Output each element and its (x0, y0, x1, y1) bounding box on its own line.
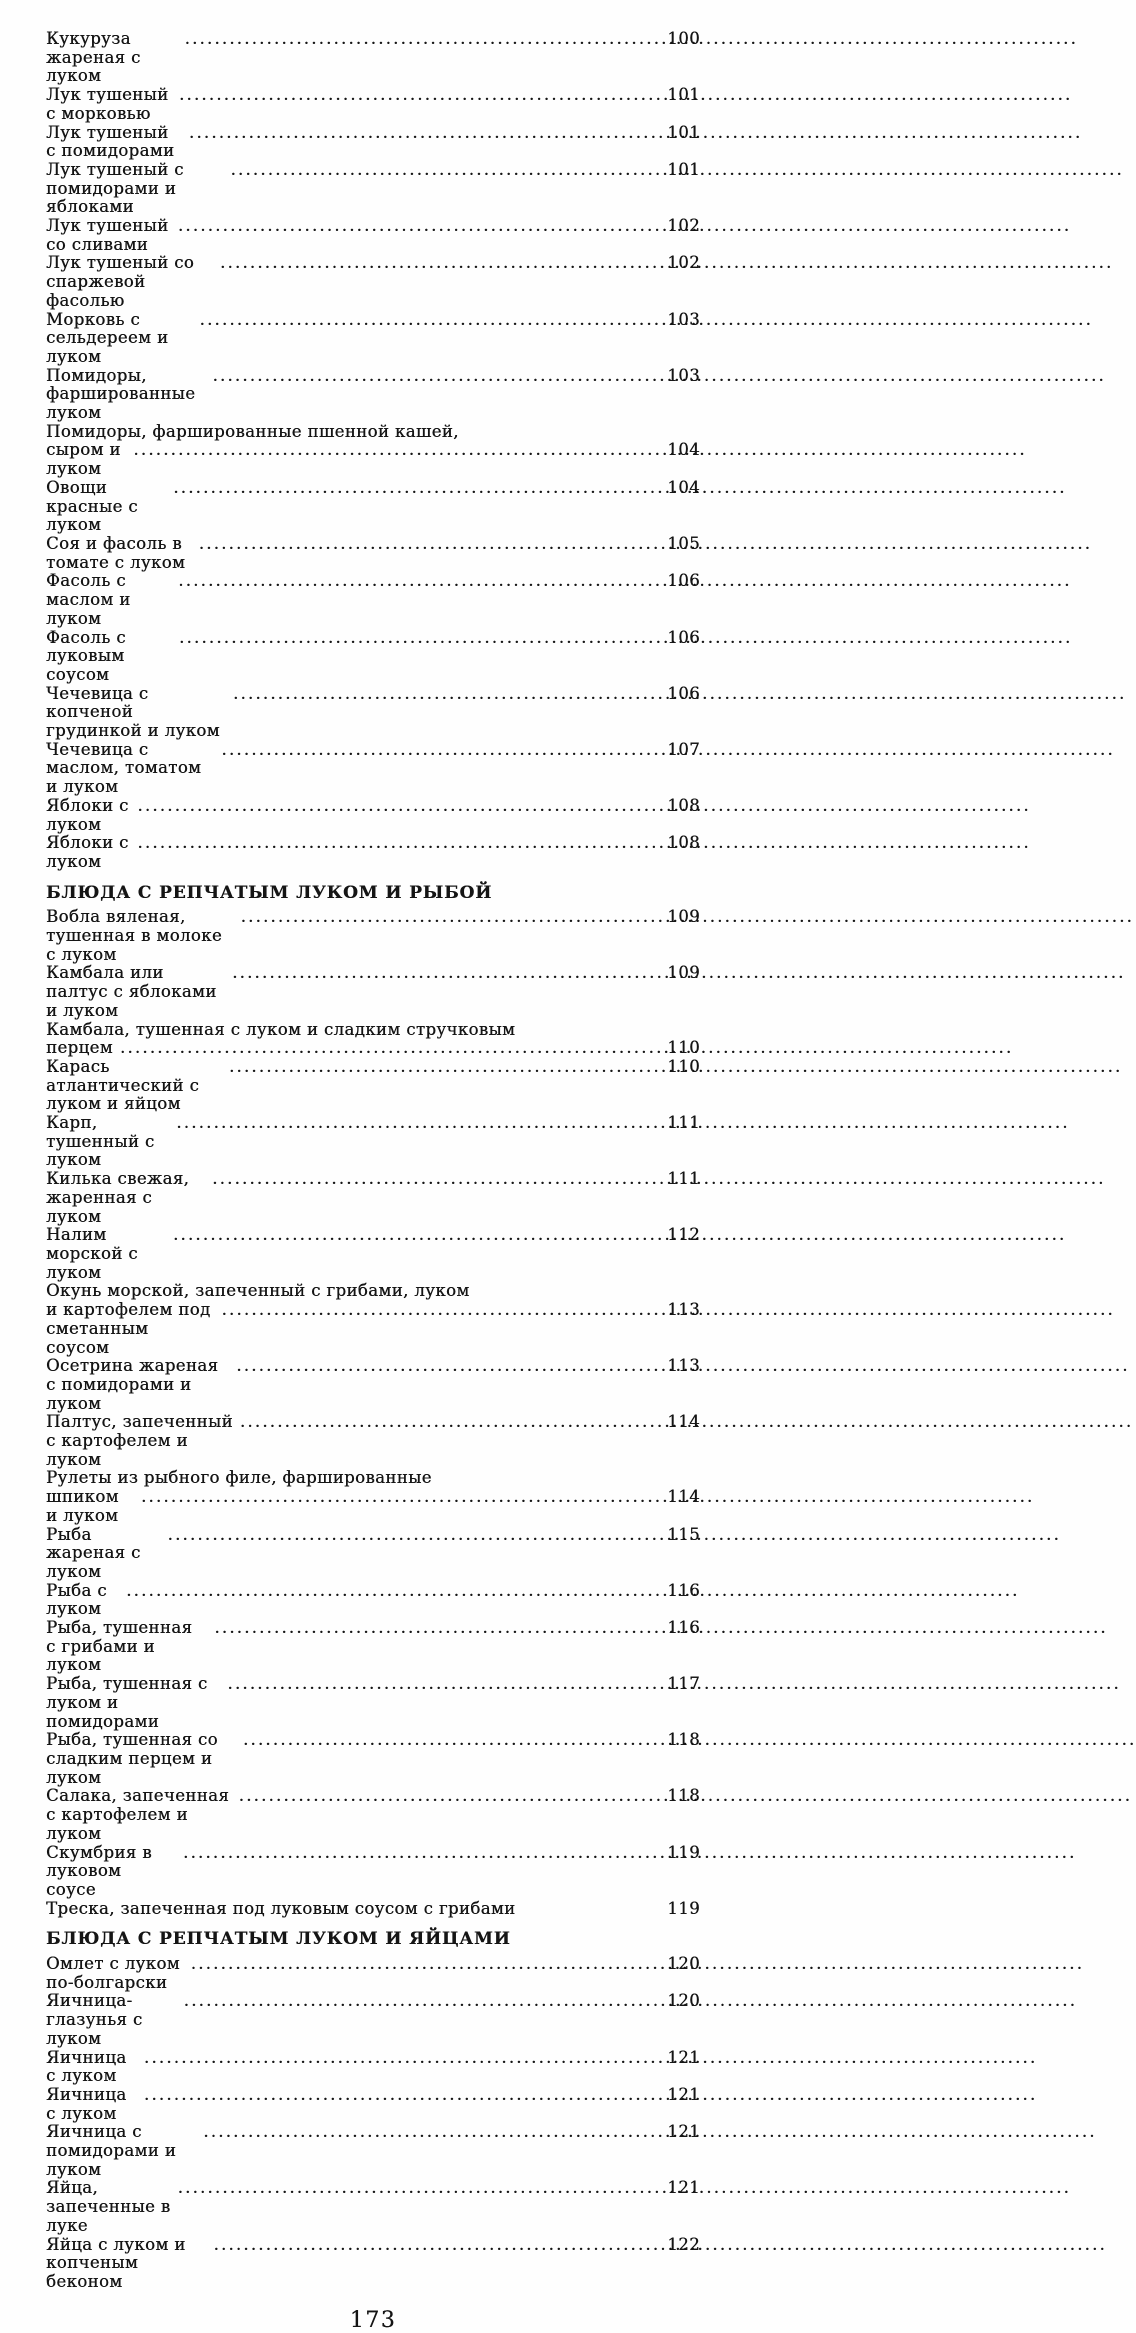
dot-leader (144, 2086, 662, 2105)
entry-title: Карась атлантический с луком и яйцом (46, 1056, 205, 1114)
entry-page: 116 (667, 1580, 700, 1600)
toc-entry (46, 741, 700, 797)
entry-page: 112 (667, 1225, 700, 1245)
dot-leader (137, 834, 662, 853)
dot-leader (176, 1114, 662, 1133)
entry-title: Чечевица с копченой грудинкой и луком (46, 683, 220, 741)
entry-page: 121 (667, 2178, 700, 2198)
entry-page: 100 (667, 29, 700, 48)
dot-leader (241, 908, 663, 927)
dot-leader (214, 1619, 662, 1638)
dot-leader (183, 1844, 662, 1863)
entry-page: 114 (667, 1412, 700, 1432)
dot-leader (232, 964, 662, 983)
dot-leader (173, 479, 662, 498)
entry-page: 106 (667, 627, 700, 647)
toc-entry (46, 1170, 700, 1226)
dot-leader (168, 1526, 663, 1545)
toc-entry (46, 86, 700, 123)
entry-page: 121 (667, 2047, 700, 2067)
toc-entry (46, 2236, 700, 2292)
entry-page: 117 (667, 1674, 700, 1694)
dot-leader (200, 311, 663, 330)
toc-entry (46, 30, 700, 86)
entry-title: Камбала или палтус с яблоками и луком (46, 963, 223, 1020)
toc-entry (46, 1992, 700, 2048)
entry-title: Лук тушеный со спаржевой фасолью (46, 253, 200, 310)
entry-page: 121 (667, 2084, 700, 2104)
entry-title: Яичница с помидорами и луком (46, 2122, 182, 2179)
entry-page: 101 (667, 159, 700, 179)
toc-entry (46, 1039, 700, 1058)
toc-entry (46, 629, 700, 685)
section-heading: БЛЮДА С РЕПЧАТЫМ ЛУКОМ И ЯЙЦАМИ (46, 1929, 511, 1950)
entry-title: Лук тушеный с помидорами (46, 122, 175, 161)
toc-entry (46, 1787, 700, 1843)
entry-page: 105 (667, 533, 700, 553)
toc-entry (46, 2086, 700, 2123)
entry-title: Рыба, тушенная с грибами и луком (46, 1618, 198, 1675)
entry-title: Лук тушеный со сливами (46, 216, 175, 254)
toc-entry (46, 964, 700, 1020)
entry-page: 115 (667, 1524, 700, 1544)
entry-page: 102 (667, 216, 700, 236)
dot-leader (173, 1226, 662, 1245)
entry-page: 121 (667, 2122, 700, 2142)
entry-page: 107 (667, 739, 700, 759)
dot-leader (144, 2049, 662, 2068)
toc-entry (46, 1731, 700, 1787)
dot-leader (203, 2123, 662, 2142)
toc-entry (46, 1058, 700, 1114)
toc-entry (46, 685, 700, 741)
dot-leader (221, 1301, 662, 1320)
dot-leader (184, 1992, 663, 2011)
dot-leader (189, 124, 662, 143)
entry-page: 111 (667, 1113, 700, 1133)
toc-entry (46, 311, 700, 367)
entry-title: Помидоры, фаршированные луком (46, 365, 202, 423)
entry-page: 101 (667, 85, 700, 105)
entry-title: Треска, запеченная под луковым соусом с грибами (46, 1898, 516, 1918)
entry-title: Рыба с луком (46, 1580, 113, 1619)
dot-leader (178, 2179, 663, 2198)
toc-entry (46, 1357, 700, 1413)
dot-leader (137, 797, 662, 816)
entry-title: Яблоки с луком (46, 795, 135, 834)
dot-leader (141, 1488, 662, 1507)
entry-title: Рыба, тушенная со сладким перцем и луком (46, 1730, 224, 1787)
entry-page: 106 (667, 571, 700, 591)
dot-leader (120, 1039, 662, 1058)
dot-leader (185, 30, 663, 49)
toc-entry (46, 367, 700, 423)
toc-entry (46, 2179, 700, 2235)
toc-entry-wrap-line (46, 423, 700, 442)
dot-leader (243, 1731, 662, 1750)
toc-entry (46, 441, 700, 478)
toc-entry (46, 1900, 700, 1919)
toc-entry (46, 1413, 700, 1469)
entry-title: Налим морской с луком (46, 1225, 144, 1282)
entry-title: Камбала, тушенная с луком и сладким стручковым (46, 1019, 516, 1039)
dot-leader (212, 1170, 662, 1189)
dot-leader (240, 1413, 662, 1432)
entry-title: Омлет с луком по-болгарски (46, 1954, 186, 1992)
entry-title: шпиком и луком (46, 1487, 125, 1525)
entry-title: Чечевица с маслом, томатом и луком (46, 739, 207, 797)
toc-entry (46, 1226, 700, 1282)
toc-entry-wrap-line (46, 1469, 700, 1488)
entry-title: Яичница с луком (46, 2084, 133, 2123)
entry-page: 104 (667, 477, 700, 497)
entry-title: Фасоль с луковым соусом (46, 627, 132, 684)
entry-title: Окунь морской, запеченный с грибами, луком (46, 1281, 470, 1301)
entry-page: 114 (667, 1487, 700, 1507)
entry-title: Помидоры, фаршированные пшенной кашей, (46, 421, 459, 441)
toc-entry (46, 572, 700, 628)
toc-entry (46, 1955, 700, 1992)
entry-page: 113 (667, 1356, 700, 1376)
toc-entry (46, 479, 700, 535)
dot-leader (133, 441, 662, 460)
toc-list (46, 30, 700, 2292)
entry-page: 108 (667, 833, 700, 853)
entry-page: 119 (667, 1898, 700, 1918)
toc-entry (46, 2049, 700, 2086)
entry-title: Лук тушеный с морковью (46, 85, 175, 123)
dot-leader (220, 254, 662, 273)
entry-title: Рыба жареная с луком (46, 1524, 147, 1581)
entry-page: 122 (667, 2234, 700, 2254)
dot-leader (126, 1582, 662, 1601)
entry-title: Овощи красные с луком (46, 477, 144, 535)
dot-leader (221, 741, 662, 760)
entry-title: Яблоки с луком (46, 833, 135, 871)
toc-entry (46, 254, 700, 310)
dot-leader (230, 161, 662, 180)
toc-entry (46, 1526, 700, 1582)
entry-title: перцем (46, 1038, 113, 1058)
dot-leader (199, 535, 663, 554)
toc-entry (46, 1619, 700, 1675)
dot-leader (191, 1955, 663, 1974)
toc-entry (46, 1114, 700, 1170)
entry-title: Скумбрия в луковом соусе (46, 1842, 158, 1899)
entry-page: 103 (667, 309, 700, 329)
entry-title: Салака, запеченная с картофелем и луком (46, 1786, 235, 1843)
entry-title: и картофелем под сметанным соусом (46, 1300, 217, 1357)
entry-title: Яйца, запеченные в луке (46, 2178, 177, 2235)
entry-title: Лук тушеный с помидорами и яблоками (46, 159, 190, 217)
dot-leader (179, 629, 662, 648)
toc-entry (46, 161, 700, 217)
entry-title: Кукуруза жареная с луком (46, 29, 147, 86)
section-heading: БЛЮДА С РЕПЧАТЫМ ЛУКОМ И РЫБОЙ (46, 882, 493, 903)
toc-entry (46, 1675, 700, 1731)
toc-entry (46, 797, 700, 834)
dot-leader (239, 1787, 663, 1806)
page-number: 173 (349, 2307, 397, 2333)
entry-title: Вобла вяленая, тушенная в молоке с луком (46, 907, 228, 964)
toc-entry (46, 2123, 700, 2179)
entry-title: Соя и фасоль в томате с луком (46, 533, 188, 572)
dot-leader (214, 2236, 663, 2255)
toc-entry (46, 124, 700, 161)
entry-title: Палтус, запеченный с картофелем и луком (46, 1412, 239, 1469)
entry-title: Фасоль с маслом и луком (46, 571, 137, 628)
entry-page: 110 (667, 1038, 700, 1058)
toc-entry-wrap-line (46, 1021, 700, 1040)
dot-leader (178, 572, 662, 591)
entry-title: Яичница с луком (46, 2047, 133, 2086)
entry-page: 109 (667, 907, 700, 927)
entry-page: 118 (667, 1786, 700, 1806)
dot-leader (178, 217, 662, 236)
entry-page: 116 (667, 1618, 700, 1638)
entry-title: Рулеты из рыбного филе, фаршированные (46, 1468, 432, 1488)
entry-page: 119 (667, 1842, 700, 1862)
entry-page: 109 (667, 963, 700, 983)
toc-entry (46, 217, 700, 254)
toc-entry (46, 908, 700, 964)
entry-page: 111 (667, 1169, 700, 1189)
entry-title: Яичница-глазунья с луком (46, 1991, 149, 2048)
entry-page: 104 (667, 440, 700, 460)
toc-entry (46, 1582, 700, 1619)
toc-entry (46, 1488, 700, 1525)
entry-title: Яйца с луком и копченым беконом (46, 2234, 192, 2291)
dot-leader (227, 1675, 662, 1694)
entry-page: 102 (667, 253, 700, 273)
toc-entry (46, 1844, 700, 1900)
toc-entry-wrap-line (46, 1282, 700, 1301)
entry-page: 106 (667, 683, 700, 703)
entry-title: Килька свежая, жаренная с луком (46, 1169, 195, 1226)
toc-entry (46, 834, 700, 871)
entry-title: сыром и луком (46, 440, 127, 479)
entry-page: 120 (667, 1991, 700, 2011)
dot-leader (233, 685, 662, 704)
entry-page: 118 (667, 1730, 700, 1750)
entry-title: Карп, тушенный с луком (46, 1113, 161, 1170)
entry-page: 108 (667, 795, 700, 815)
entry-title: Морковь с сельдереем и луком (46, 309, 175, 366)
entry-page: 103 (667, 365, 700, 385)
entry-title: Осетрина жареная с помидорами и луком (46, 1356, 224, 1413)
entry-title: Рыба, тушенная с луком и помидорами (46, 1674, 214, 1731)
dot-leader (179, 86, 662, 105)
toc-entry (46, 535, 700, 572)
entry-page: 101 (667, 122, 700, 142)
entry-page: 113 (667, 1300, 700, 1320)
dot-leader (236, 1357, 662, 1376)
dot-leader (229, 1058, 662, 1077)
entry-page: 120 (667, 1954, 700, 1974)
entry-page: 110 (667, 1056, 700, 1076)
toc-entry (46, 1301, 700, 1357)
dot-leader (212, 367, 662, 386)
